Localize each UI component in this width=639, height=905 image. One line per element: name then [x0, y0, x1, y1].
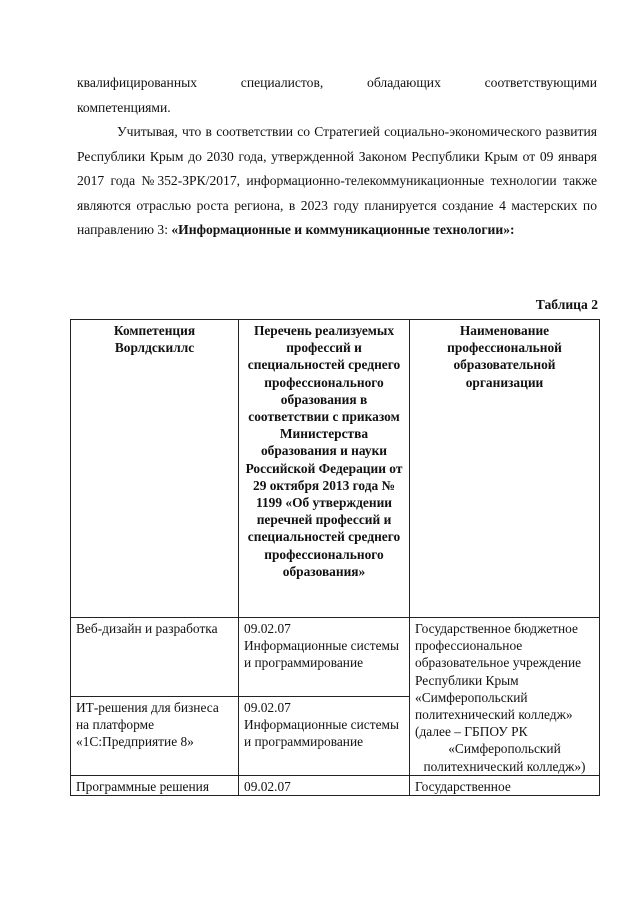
- table-row: [71, 618, 600, 697]
- specialty-name: Информационные системы и программирование: [244, 638, 399, 671]
- table-header-row: [71, 320, 600, 618]
- row-3-specialty: [239, 775, 410, 795]
- row-2-competence: [71, 696, 239, 775]
- row-2-specialty: [239, 696, 410, 775]
- strategy-bold-text: «Информационные и коммуникационные технологии»:: [171, 222, 515, 238]
- row-1-specialty: [239, 618, 410, 697]
- strategy-paragraph: [77, 120, 597, 243]
- specialty-code: 09.02.07: [244, 621, 291, 636]
- row-1-competence: [71, 618, 239, 697]
- table-caption: Таблица 2: [535, 297, 598, 312]
- organization-main-text: Государственное бюджетное профессиональное образовательное учреждение Республики Крым «Симферопольский политехнический колледж» (далее – ГБПОУ РК: [415, 621, 582, 740]
- merged-organization: [410, 618, 600, 776]
- competence-text: Веб-дизайн и разработка: [76, 621, 218, 636]
- header-competence: Компетенция Ворлдскиллс: [71, 320, 239, 618]
- competence-table: [70, 319, 600, 796]
- specialty-code: 09.02.07: [244, 699, 291, 715]
- table-row: [71, 775, 600, 795]
- strategy-text: Учитывая, что в соответствии со Стратегией социально-экономического развития Республики Крым до 2030 года, утвержденной Законом Республики Крым от 09 января 2017 года №352-ЗРК/2017, информационно-телекоммуникационные технологии также являются отраслью роста региона, в 2023 году планируется создание 4 мастерских по направлению 3:: [77, 124, 597, 238]
- intro-paragraph: [77, 71, 597, 120]
- organization-text: Государственное: [415, 778, 511, 794]
- specialty-name: Информационные системы и программирование: [244, 717, 399, 750]
- row-3-competence: [71, 775, 239, 795]
- header-professions: Перечень реализуемых профессий и специальностей среднего профессионального образования в соответствии с приказом Министерства образования и науки Российской Федерации от 29 октября 2013 года № 1199 «Об утверждении перечней профессий и специальностей среднего профессионального образования»: [239, 320, 410, 618]
- competence-text: Программные решения: [76, 778, 209, 794]
- row-3-organization: [410, 775, 600, 795]
- specialty-code: 09.02.07: [244, 778, 291, 794]
- organization-tail-text: «Симферопольский политехнический колледж»): [423, 741, 586, 774]
- header-organization: Наименование профессиональной образовательной организации: [410, 320, 600, 618]
- competence-text: ИТ-решения для бизнеса на платформе «1С:Предприятие 8»: [76, 699, 219, 750]
- intro-line-2: компетенциями.: [77, 99, 171, 115]
- intro-line-1: квалифицированных специалистов, обладающих соответствующими: [77, 75, 597, 90]
